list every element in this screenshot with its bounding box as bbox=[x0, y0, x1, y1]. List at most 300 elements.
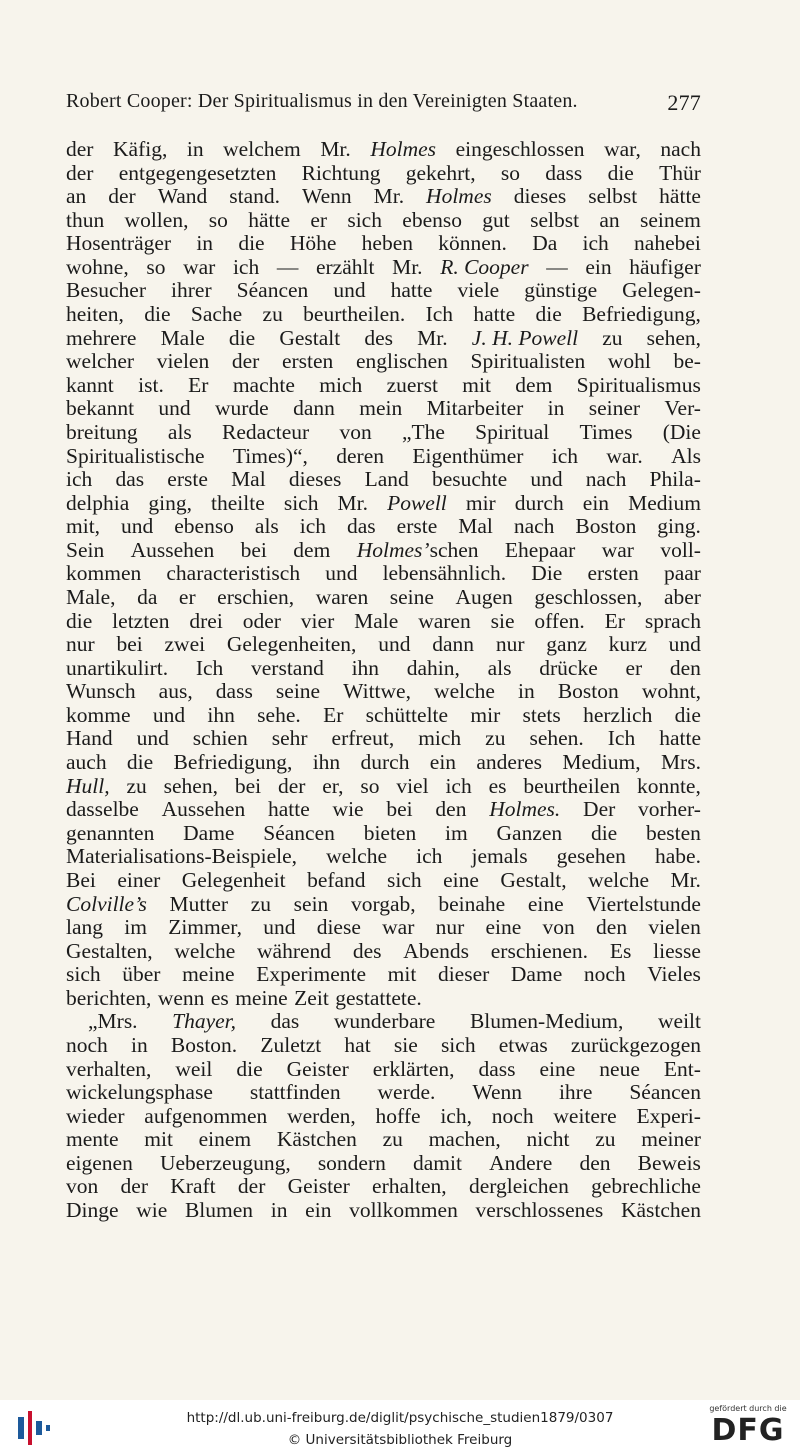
word: sich bbox=[440, 1032, 476, 1057]
word: der bbox=[120, 1174, 148, 1199]
word: Thür bbox=[659, 160, 701, 185]
word: Male, bbox=[66, 584, 116, 609]
word: Käfig, bbox=[113, 137, 168, 161]
word: viel bbox=[396, 773, 429, 798]
word: verstand bbox=[251, 655, 324, 680]
word: hatte bbox=[659, 726, 701, 751]
word: dergleichen bbox=[468, 1174, 569, 1199]
word: wickelungsphase bbox=[66, 1080, 213, 1105]
word: so bbox=[360, 773, 380, 798]
word: Wenn bbox=[302, 184, 352, 209]
word: sich bbox=[66, 962, 101, 987]
text-line bbox=[66, 1128, 701, 1152]
word: wurde bbox=[215, 396, 269, 421]
word: Gelegenheiten, bbox=[226, 632, 357, 657]
word: und bbox=[668, 632, 701, 657]
word: dem bbox=[515, 372, 553, 397]
word: erschienen. bbox=[490, 938, 589, 963]
word: weilt bbox=[658, 1009, 701, 1034]
word: der bbox=[66, 137, 94, 161]
word: Ich bbox=[425, 302, 454, 327]
word: erste bbox=[167, 467, 208, 492]
word: neue bbox=[599, 1056, 640, 1081]
word: Zeit bbox=[294, 985, 329, 1010]
word: den bbox=[579, 1150, 611, 1175]
word: Spiritual bbox=[475, 419, 550, 444]
word: die bbox=[126, 750, 154, 775]
word: sein bbox=[293, 891, 329, 916]
word: kommen bbox=[66, 561, 142, 586]
text-line bbox=[66, 657, 701, 681]
word: ihrer bbox=[171, 278, 212, 303]
text-line bbox=[66, 893, 701, 917]
word: von bbox=[66, 1174, 99, 1199]
word: mente bbox=[66, 1127, 119, 1152]
word: Holmes bbox=[426, 184, 492, 209]
word: vorher- bbox=[638, 797, 701, 822]
word: Dame bbox=[183, 820, 235, 845]
word: — bbox=[546, 254, 568, 279]
word bbox=[357, 539, 479, 563]
word: ihn bbox=[207, 702, 235, 727]
word: Besucher bbox=[66, 278, 146, 303]
body-text bbox=[66, 138, 701, 1223]
word: dieser bbox=[437, 962, 490, 987]
word: welche bbox=[434, 679, 495, 704]
text-line bbox=[66, 869, 701, 893]
word: Spiritualistische bbox=[66, 443, 205, 468]
word: er bbox=[178, 584, 196, 609]
word: Kästchen bbox=[276, 1127, 357, 1152]
word: mit bbox=[144, 1127, 173, 1152]
word: Da bbox=[532, 231, 558, 256]
word: im bbox=[124, 915, 147, 940]
word: Times bbox=[579, 419, 633, 444]
word: Dame bbox=[510, 962, 563, 987]
word: Land bbox=[364, 467, 409, 492]
dfg-wordmark: DFG bbox=[711, 1413, 785, 1448]
word: hatte bbox=[267, 797, 310, 822]
word: zu bbox=[382, 1127, 403, 1152]
word: nach bbox=[513, 514, 555, 539]
word: voll- bbox=[660, 537, 701, 562]
word: ebenso bbox=[402, 207, 462, 232]
word: ich bbox=[232, 254, 260, 279]
word: Gelegen- bbox=[622, 278, 701, 303]
word: gesehen bbox=[556, 844, 626, 869]
word: erklärten, bbox=[372, 1056, 455, 1081]
word: Wand bbox=[157, 184, 208, 209]
text-line bbox=[66, 1199, 701, 1223]
word: damit bbox=[413, 1150, 462, 1175]
word: Holmes. bbox=[489, 797, 561, 822]
word: Experimente bbox=[256, 962, 367, 987]
word: die bbox=[144, 302, 171, 327]
text-line bbox=[66, 845, 701, 869]
word: Er bbox=[604, 608, 625, 633]
word: Gestalten, bbox=[66, 938, 153, 963]
word: Mr. bbox=[392, 254, 423, 279]
word: zu bbox=[595, 1127, 616, 1152]
word: kurz bbox=[608, 632, 647, 657]
word: die bbox=[238, 231, 265, 256]
word: anderes bbox=[476, 750, 543, 775]
word: seine bbox=[389, 584, 434, 609]
word: Geister bbox=[286, 1056, 349, 1081]
word: und bbox=[333, 278, 366, 303]
word: werden, bbox=[287, 1103, 356, 1128]
word: das bbox=[115, 467, 145, 492]
word: Phila- bbox=[649, 467, 701, 492]
word: Kraft bbox=[170, 1174, 216, 1199]
word: breitung bbox=[66, 419, 138, 444]
word: aus, bbox=[158, 679, 193, 704]
word: Ent- bbox=[663, 1056, 701, 1081]
word: seiner bbox=[588, 396, 641, 421]
word: ich bbox=[445, 773, 472, 798]
word: sehr bbox=[271, 726, 308, 751]
word: noch bbox=[583, 962, 626, 987]
word: viele bbox=[457, 278, 500, 303]
word: des bbox=[352, 938, 382, 963]
word: „Mrs. bbox=[88, 1009, 138, 1034]
word: ein bbox=[585, 254, 612, 279]
word: von bbox=[542, 915, 575, 940]
word: liesse bbox=[653, 938, 701, 963]
text-line bbox=[66, 798, 701, 822]
word: in bbox=[130, 1032, 148, 1057]
word: und bbox=[152, 702, 186, 727]
word: Mal bbox=[231, 467, 266, 492]
word: paar bbox=[663, 561, 701, 586]
word: mit, bbox=[66, 514, 101, 539]
word: können. bbox=[438, 231, 507, 256]
word: genannten bbox=[66, 820, 155, 845]
word: ging, bbox=[148, 490, 192, 515]
word: die bbox=[535, 302, 562, 327]
word: eigenen bbox=[66, 1150, 133, 1175]
word: etwas bbox=[498, 1032, 548, 1057]
word: dasselbe bbox=[66, 797, 139, 822]
word: Höhe bbox=[289, 231, 337, 256]
word: welcher bbox=[66, 349, 135, 374]
word: und bbox=[378, 632, 411, 657]
word: sie bbox=[490, 608, 515, 633]
word: meine bbox=[182, 962, 235, 987]
word: dieses bbox=[288, 467, 342, 492]
word: Sache bbox=[190, 302, 243, 327]
word: Richtung bbox=[301, 160, 381, 185]
word: als bbox=[487, 655, 512, 680]
word: Er bbox=[188, 372, 209, 397]
word: Ver- bbox=[664, 396, 701, 421]
word: Befriedigung, bbox=[173, 750, 293, 775]
word: sich bbox=[283, 490, 319, 515]
word: zu bbox=[126, 773, 147, 798]
word: Hosenträger bbox=[66, 231, 172, 256]
text-line bbox=[66, 916, 701, 940]
word: englischen bbox=[355, 349, 448, 374]
word: die bbox=[590, 820, 618, 845]
word: Boston. bbox=[170, 1032, 238, 1057]
word: Befriedigung, bbox=[582, 302, 701, 327]
word: Thayer, bbox=[172, 1009, 237, 1034]
text-line bbox=[66, 468, 701, 492]
word: erfreut, bbox=[331, 726, 395, 751]
word: meine bbox=[235, 985, 288, 1010]
word: nahebei bbox=[634, 231, 701, 256]
word: thun bbox=[66, 207, 105, 232]
word: aber bbox=[663, 584, 701, 609]
word: Spiritualisten bbox=[470, 349, 586, 374]
word: dass bbox=[545, 160, 583, 185]
word: Medium bbox=[628, 490, 701, 515]
word: R. Cooper bbox=[440, 254, 529, 279]
word: bei bbox=[116, 632, 143, 657]
word: Sein bbox=[66, 537, 105, 562]
word: wunderbare bbox=[333, 1009, 436, 1034]
word: war, bbox=[604, 137, 641, 161]
word: deren bbox=[336, 443, 385, 468]
word: die bbox=[607, 160, 634, 185]
word: bei bbox=[386, 797, 413, 822]
word: oder bbox=[242, 608, 281, 633]
word: über bbox=[122, 962, 161, 987]
word: welche bbox=[588, 867, 649, 892]
word: hatte bbox=[473, 302, 516, 327]
word: Abends bbox=[403, 938, 469, 963]
word: Ehepaar bbox=[504, 537, 576, 562]
word: welche bbox=[174, 938, 236, 963]
word: ihre bbox=[558, 1080, 593, 1105]
word: erste bbox=[396, 514, 438, 539]
word: ein bbox=[305, 1198, 332, 1223]
word: Wunsch bbox=[66, 679, 136, 704]
word: ganz bbox=[546, 632, 587, 657]
word: ein bbox=[429, 750, 457, 775]
word: vier bbox=[300, 608, 335, 633]
word: Aussehen bbox=[161, 797, 246, 822]
word: den bbox=[669, 655, 701, 680]
word: günstige bbox=[524, 278, 598, 303]
word: Zimmer, bbox=[168, 915, 242, 940]
word: mich bbox=[418, 726, 462, 751]
word: Spiritualismus bbox=[576, 372, 701, 397]
word: bei bbox=[240, 537, 267, 562]
word: Colville’s bbox=[66, 891, 147, 916]
word: so bbox=[208, 207, 228, 232]
word: nach bbox=[585, 467, 627, 492]
word: und bbox=[530, 467, 563, 492]
word: in bbox=[518, 679, 535, 704]
word: ich bbox=[299, 514, 327, 539]
word: er, bbox=[322, 773, 344, 798]
word: nicht bbox=[526, 1127, 570, 1152]
word: ich, bbox=[440, 1103, 472, 1128]
word: Kästchen bbox=[620, 1198, 701, 1223]
word: der bbox=[231, 349, 260, 374]
word: in bbox=[196, 231, 214, 256]
word: Zuletzt bbox=[260, 1032, 322, 1057]
word: theilte bbox=[211, 490, 265, 515]
word: Gestalt, bbox=[500, 867, 567, 892]
word: Als bbox=[671, 443, 701, 468]
word: geschlossen, bbox=[534, 584, 643, 609]
word: schien bbox=[192, 726, 248, 751]
word: besuchte bbox=[431, 467, 508, 492]
word: und bbox=[325, 561, 358, 586]
word: eine bbox=[539, 1056, 576, 1081]
word: Ueberzeugung, bbox=[159, 1150, 291, 1175]
text-line bbox=[66, 515, 701, 539]
word: Male bbox=[354, 608, 399, 633]
word: Mr. bbox=[337, 490, 368, 515]
word: erhalten, bbox=[372, 1174, 447, 1199]
word: hätte bbox=[248, 207, 290, 232]
word: eine bbox=[443, 867, 479, 892]
word: Andere bbox=[489, 1150, 553, 1175]
word: auch bbox=[66, 750, 107, 775]
word: nur bbox=[66, 632, 95, 657]
word: das bbox=[270, 1009, 300, 1034]
word: be- bbox=[673, 349, 701, 374]
word: in bbox=[186, 137, 204, 161]
italic-word: Holmes’ bbox=[356, 537, 430, 562]
word: als bbox=[167, 419, 192, 444]
word: im bbox=[445, 820, 468, 845]
word: meiner bbox=[641, 1127, 701, 1152]
text-line bbox=[66, 1034, 701, 1058]
word: der bbox=[108, 184, 136, 209]
word: wohnt, bbox=[641, 679, 701, 704]
word: Die bbox=[531, 561, 563, 586]
word: besten bbox=[646, 820, 701, 845]
word: mich bbox=[319, 372, 363, 397]
word: weil bbox=[175, 1056, 213, 1081]
word: Mrs. bbox=[660, 750, 701, 775]
word: Gestalt bbox=[279, 325, 341, 350]
word: verschlossenes bbox=[475, 1198, 604, 1223]
word: das bbox=[347, 514, 376, 539]
word: einem bbox=[198, 1127, 252, 1152]
word: habe. bbox=[655, 844, 701, 869]
word: dieses bbox=[513, 184, 567, 209]
word: vollkommen bbox=[349, 1198, 458, 1223]
word: Augen bbox=[455, 584, 513, 609]
word: dem bbox=[293, 537, 331, 562]
word: komme bbox=[66, 702, 131, 727]
word: hoffe bbox=[375, 1103, 421, 1128]
word: Ich bbox=[607, 726, 636, 751]
word: so bbox=[500, 160, 520, 185]
word: zu bbox=[250, 891, 271, 916]
word: heben bbox=[361, 231, 414, 256]
word: dass bbox=[478, 1056, 516, 1081]
text-line bbox=[66, 987, 701, 1011]
word: Hull, bbox=[66, 773, 110, 798]
word: Viertelstunde bbox=[586, 891, 701, 916]
word: dass bbox=[215, 679, 253, 704]
word: selbst bbox=[530, 207, 580, 232]
word: sehen, bbox=[163, 773, 218, 798]
word: stattfinden bbox=[249, 1080, 341, 1105]
text-line bbox=[66, 445, 701, 469]
text-line bbox=[66, 185, 701, 209]
word: Blumen-Medium, bbox=[469, 1009, 624, 1034]
word: wie bbox=[136, 1198, 168, 1223]
word: war bbox=[382, 915, 415, 940]
word: durch bbox=[360, 750, 410, 775]
word: erzählt bbox=[315, 254, 375, 279]
word: werde. bbox=[377, 1080, 436, 1105]
word: nur bbox=[435, 915, 465, 940]
word: mir bbox=[470, 702, 501, 727]
word: Mr. bbox=[670, 867, 701, 892]
word: konnte, bbox=[636, 773, 701, 798]
dfg-logo bbox=[706, 1404, 790, 1452]
word: seine bbox=[275, 679, 321, 704]
word: Aussehen bbox=[130, 537, 215, 562]
text-line bbox=[66, 1058, 701, 1082]
word: die bbox=[66, 608, 93, 633]
word: eine bbox=[485, 915, 522, 940]
word: heiten, bbox=[66, 302, 124, 327]
text-line bbox=[66, 256, 701, 280]
word: welche bbox=[326, 844, 388, 869]
word: den bbox=[596, 915, 628, 940]
word: die bbox=[236, 1056, 263, 1081]
text-line bbox=[66, 633, 701, 657]
text-line bbox=[66, 680, 701, 704]
word: sehen, bbox=[646, 325, 701, 350]
word: schüttelte bbox=[365, 702, 449, 727]
word: zuerst bbox=[386, 372, 438, 397]
word: vielen bbox=[648, 915, 701, 940]
word: befand bbox=[307, 867, 366, 892]
word: gebrechliche bbox=[591, 1174, 701, 1199]
source-url[interactable]: http://dl.ub.uni-freiburg.de/diglit/psychische_studien1879/0307 bbox=[186, 1410, 614, 1426]
word: dann bbox=[293, 396, 335, 421]
word: mein bbox=[359, 396, 403, 421]
word: noch bbox=[66, 1032, 108, 1057]
word: selbst bbox=[588, 184, 638, 209]
word: eine bbox=[527, 891, 564, 916]
word: mit bbox=[387, 962, 417, 987]
word: zurückgezogen bbox=[570, 1032, 701, 1057]
word: von bbox=[339, 419, 372, 444]
text-line bbox=[66, 963, 701, 987]
word: und bbox=[121, 514, 154, 539]
word: mir bbox=[465, 490, 496, 515]
word: welchem bbox=[223, 137, 301, 161]
word: gekehrt, bbox=[405, 160, 476, 185]
copyright-notice: © Universitätsbibliothek Freiburg bbox=[287, 1432, 513, 1448]
word: der bbox=[66, 160, 94, 185]
page-number: 277 bbox=[667, 90, 701, 115]
word: er bbox=[310, 207, 328, 232]
text-line bbox=[66, 327, 701, 351]
word: aufgenommen bbox=[144, 1103, 268, 1128]
word: jemals bbox=[471, 844, 528, 869]
word: sehen. bbox=[529, 726, 584, 751]
word: er bbox=[625, 655, 643, 680]
word: dann bbox=[432, 632, 475, 657]
word: Mal bbox=[458, 514, 493, 539]
word: bei bbox=[234, 773, 262, 798]
word: zwei bbox=[164, 632, 206, 657]
word: Boston bbox=[575, 514, 637, 539]
word: ich bbox=[582, 231, 609, 256]
